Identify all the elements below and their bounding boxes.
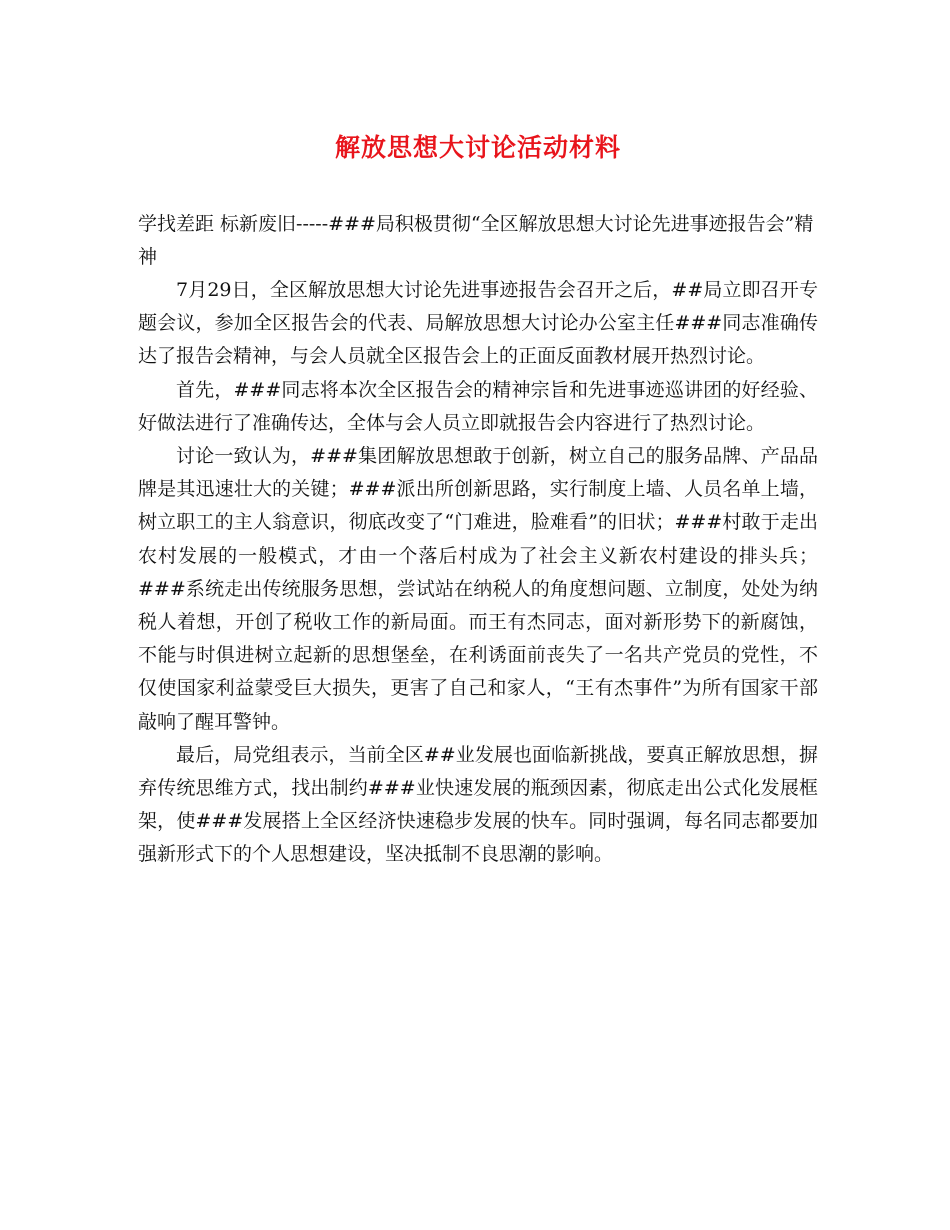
document-page — [138, 128, 818, 872]
paragraph-first: 首先，###同志将本次全区报告会的精神宗旨和先进事迹巡讲团的好经验、好做法进行了准确传达，全体与会人员立即就报告会内容进行了热烈讨论。 — [138, 378, 818, 434]
paragraph-discussion: 讨论一致认为，###集团解放思想敢于创新，树立自己的服务品牌、产品品牌是其迅速壮大的关键；###派出所创新思路，实行制度上墙、人员名单上墙，树立职工的主人翁意识，彻底改变了“门难进，脸难看”的旧状；###村敢于走出农村发展的一般模式，才由一个落后村成为了社会主义新农村建设的排头兵；###系统走出传统服务思想，尝试站在纳税人的角度想问题、立制度，处处为纳税人着想，开创了税收工作的新局面。而王有杰同志，面对新形势下的新腐蚀，不能与时俱进树立起新的思想堡垒，在利诱面前丧失了一名共产党员的党性，不仅使国家利益蒙受巨大损失，更害了自己和家人，“王有杰事件”为所有国家干部敲响了醒耳警钟。 — [138, 445, 818, 733]
paragraph-meeting: 7月29日，全区解放思想大讨论先进事迹报告会召开之后，##局立即召开专题会议，参加全区报告会的代表、局解放思想大讨论办公室主任###同志准确传达了报告会精神，与会人员就全区报告会上的正面反面教材展开热烈讨论。 — [138, 279, 818, 368]
paragraph-final: 最后，局党组表示，当前全区##业发展也面临新挑战，要真正解放思想，摒弃传统思维方式，找出制约###业快速发展的瓶颈因素，彻底走出公式化发展框架，使###发展搭上全区经济快速稳步发展的快车。同时强调，每名同志都要加强新形式下的个人思想建设，坚决抵制不良思潮的影响。 — [138, 743, 818, 866]
document-title: 解放思想大讨论活动材料 — [334, 133, 621, 162]
document-subtitle: 学找差距 标新废旧-----###局积极贯彻“全区解放思想大讨论先进事迹报告会”精神 — [138, 213, 814, 268]
